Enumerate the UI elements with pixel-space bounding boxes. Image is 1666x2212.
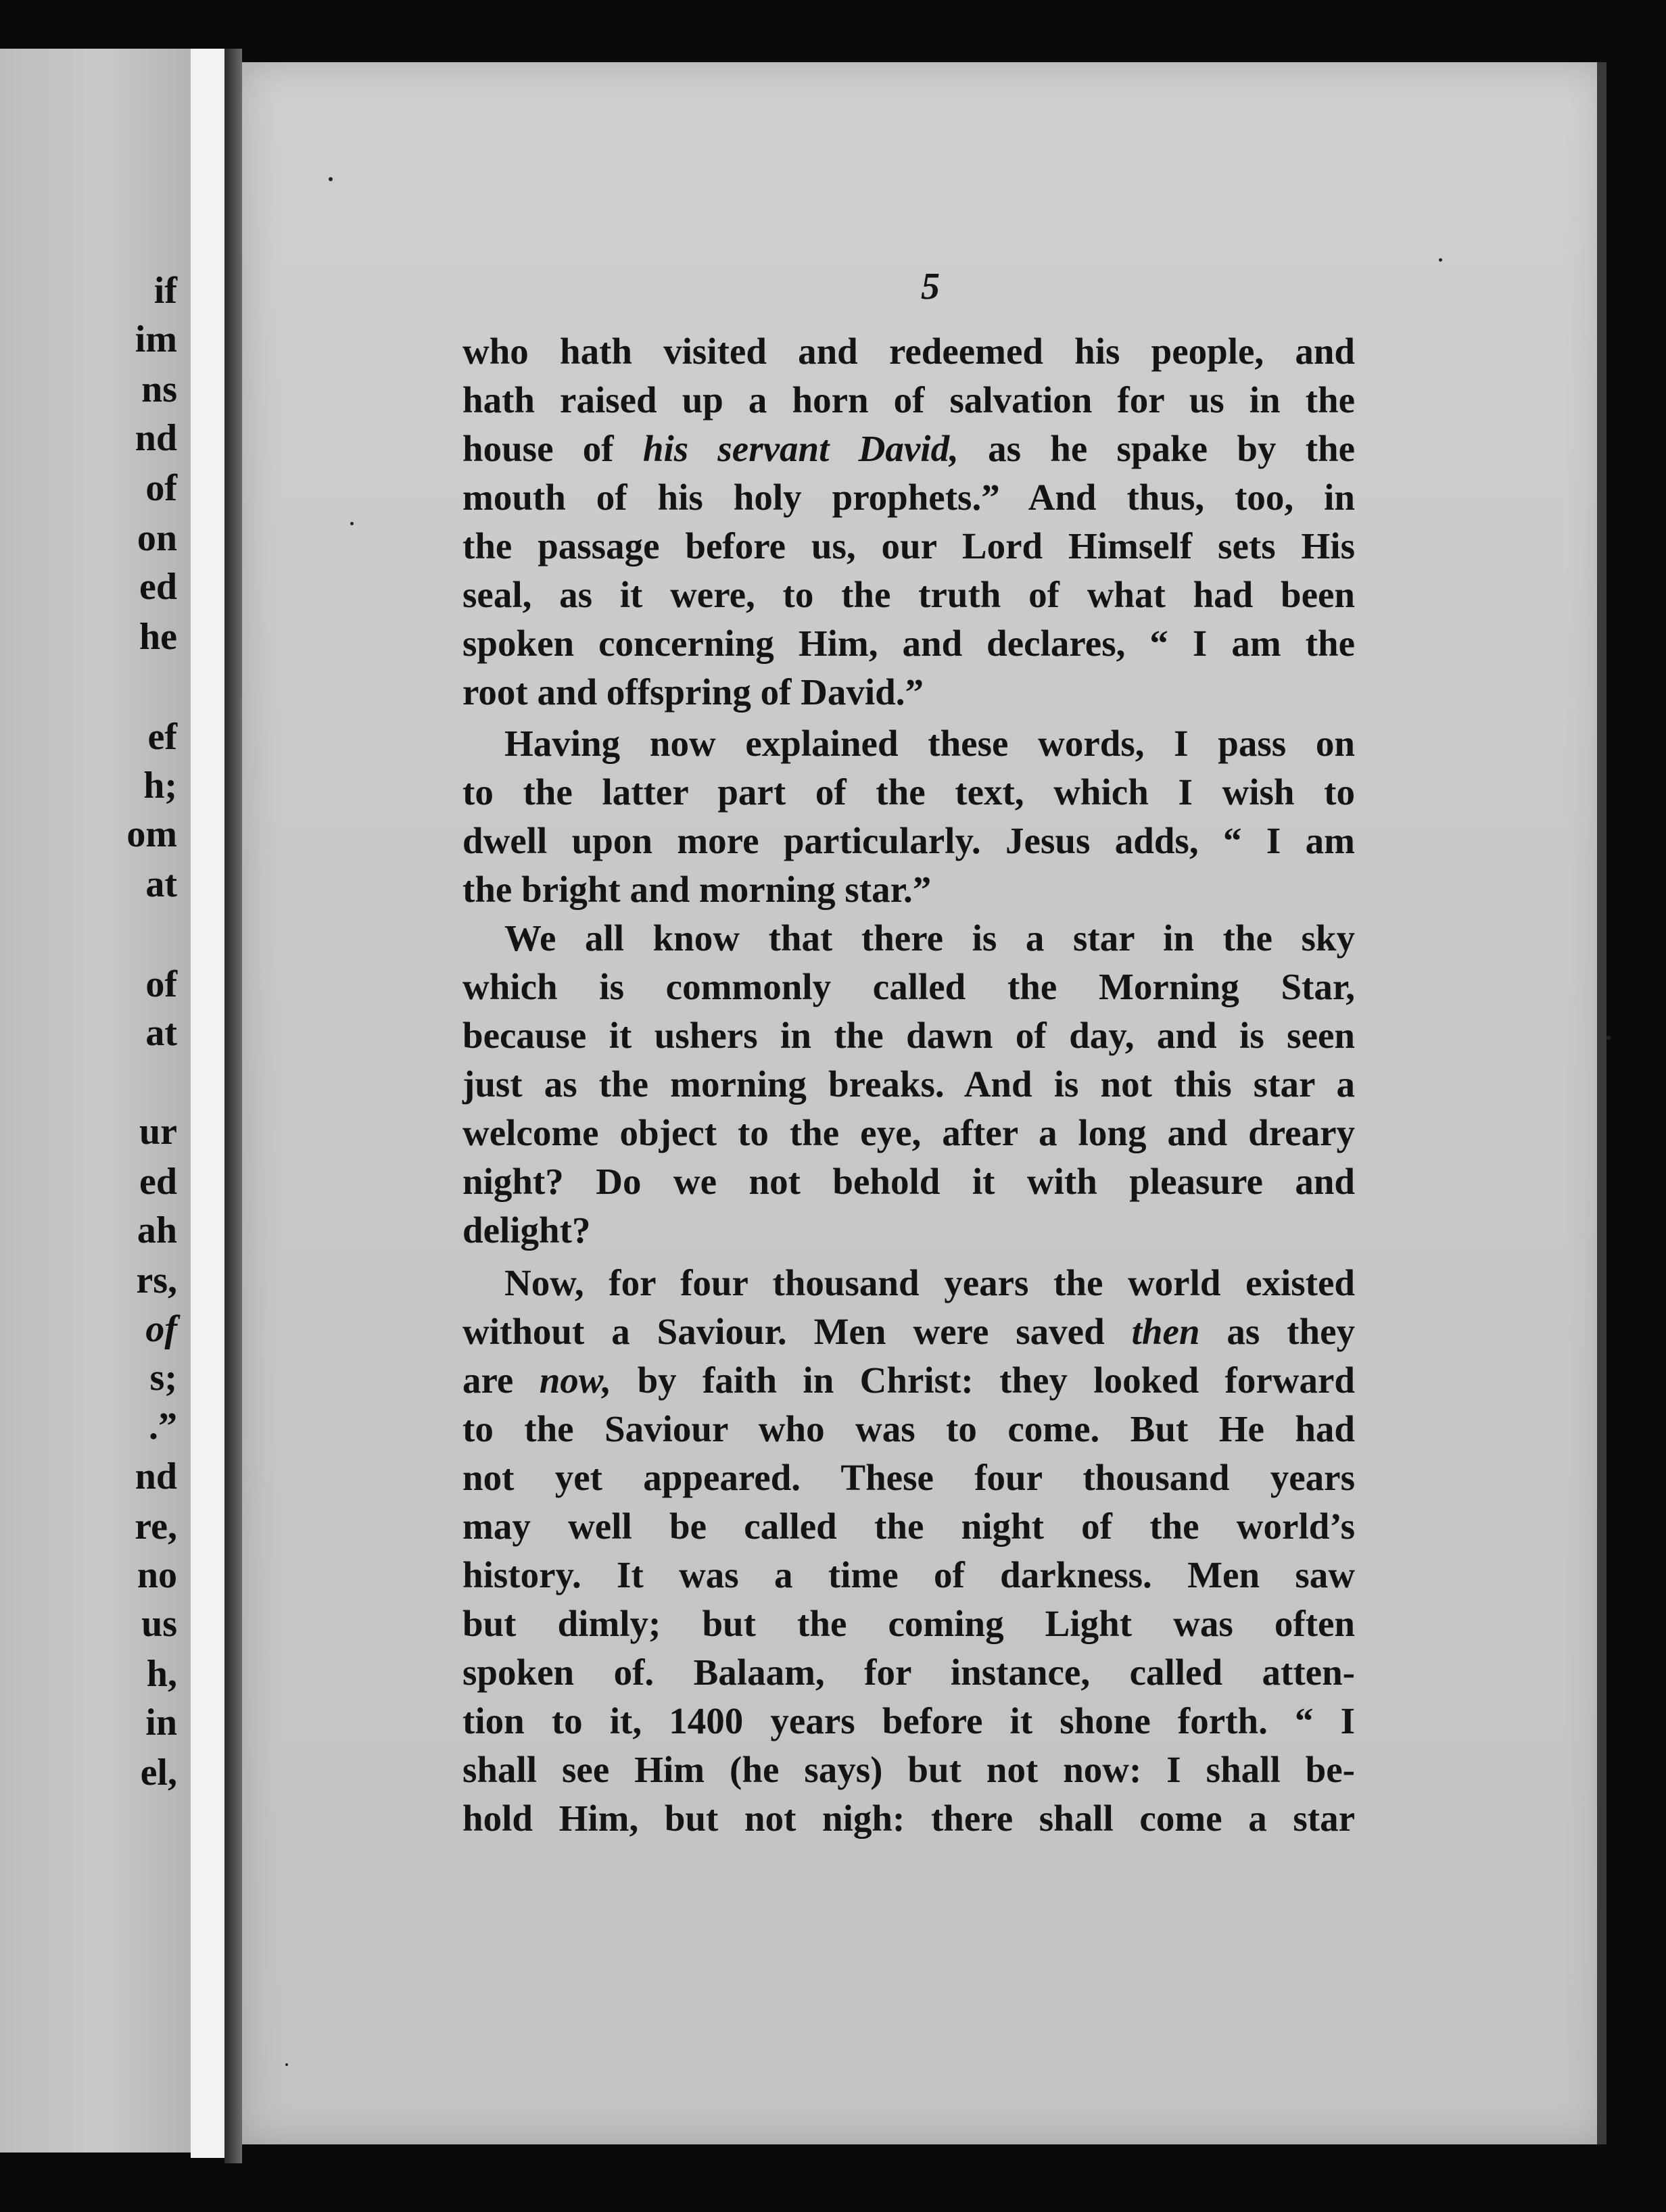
- dust-speck: [329, 177, 333, 181]
- page-number: 5: [921, 266, 940, 308]
- text-line: [462, 625, 1355, 662]
- facing-page-fragment: in: [145, 1702, 177, 1744]
- text-line: [462, 1800, 1355, 1837]
- facing-page-fragment: ed: [139, 1161, 177, 1203]
- text-line: [462, 1751, 1355, 1788]
- text-span: shall see Him (he says) but not now: I shall be-: [462, 1749, 1355, 1790]
- text-line: [462, 673, 1355, 711]
- text-span: spoken concerning Him, and declares, “ I am the: [462, 623, 1355, 664]
- text-span: without a Saviour. Men were saved: [462, 1311, 1132, 1352]
- italic-span: then: [1131, 1311, 1200, 1352]
- facing-page-fragment: on: [137, 517, 177, 559]
- facing-page-fragment: h,: [146, 1653, 177, 1695]
- text-line: [462, 1362, 1355, 1399]
- text-line: [462, 1508, 1355, 1545]
- dust-speck: [1606, 1036, 1611, 1040]
- text-line: [462, 968, 1355, 1005]
- facing-page-fragment: if: [153, 270, 177, 312]
- italic-span: his servant David,: [642, 428, 959, 469]
- facing-page-fragment: om: [126, 813, 177, 855]
- text-span: hath raised up a horn of salvation for us in the: [462, 379, 1355, 420]
- text-span: because it ushers in the dawn of day, and is seen: [462, 1015, 1355, 1056]
- facing-page-fragment: re,: [135, 1506, 177, 1547]
- dust-speck: [350, 522, 354, 525]
- text-line: [462, 871, 1355, 908]
- text-line: [462, 1459, 1355, 1496]
- text-span: to the latter part of the text, which I wish to: [462, 771, 1355, 813]
- italic-span: now,: [539, 1360, 612, 1401]
- text-span: spoken of. Balaam, for instance, called atten-: [462, 1652, 1355, 1693]
- text-span: Having now explained these words, I pass on: [504, 723, 1355, 764]
- text-line: [462, 725, 1355, 762]
- facing-page-fragment: im: [135, 318, 177, 360]
- text-span: not yet appeared. These four thousand years: [462, 1457, 1355, 1498]
- text-span: may well be called the night of the world’s: [462, 1506, 1355, 1547]
- text-line: [462, 1211, 1355, 1249]
- text-line: [462, 1605, 1355, 1642]
- dust-speck: [285, 2063, 288, 2066]
- text-span: Now, for four thousand years the world existed: [504, 1262, 1355, 1303]
- text-line: [462, 919, 1355, 957]
- facing-page-fragment: ed: [139, 566, 177, 608]
- text-span: the bright and morning star.”: [462, 869, 932, 910]
- text-line: [462, 525, 1355, 567]
- text-span: as he spake by the: [958, 428, 1355, 469]
- text-line: [462, 1654, 1355, 1691]
- text-line: [462, 381, 1355, 418]
- facing-page-fragment: of: [145, 467, 177, 509]
- text-span: are: [462, 1360, 540, 1401]
- text-span: mouth of his holy prophets.” And thus, too, in: [462, 477, 1355, 518]
- text-line: [462, 822, 1355, 859]
- page-right-edge: [1597, 62, 1606, 2144]
- text-span: We all know that there is a star in the sky: [504, 917, 1355, 959]
- book-spine-shadow: [224, 49, 242, 2163]
- facing-page-fragment: el,: [140, 1752, 177, 1794]
- text-line: [462, 430, 1355, 467]
- facing-page-fragment: nd: [135, 1456, 177, 1497]
- text-line: [462, 1264, 1355, 1301]
- text-span: delight?: [462, 1209, 591, 1251]
- facing-page-fragment: us: [141, 1603, 177, 1645]
- facing-page-fragment: s;: [149, 1357, 177, 1399]
- text-span: who hath visited and redeemed his people, and: [462, 331, 1355, 372]
- text-span: which is commonly called the Morning Star,: [462, 966, 1355, 1007]
- text-line: [462, 576, 1355, 613]
- text-line: [462, 773, 1355, 811]
- text-span: just as the morning breaks. And is not this star a: [462, 1063, 1355, 1105]
- text-line: [462, 1114, 1355, 1151]
- text-line: [462, 1313, 1355, 1350]
- text-line: [462, 479, 1355, 516]
- facing-page-fragment: of: [145, 963, 177, 1005]
- text-span: house of: [462, 428, 643, 469]
- text-span: the passage before us, our Lord Himself sets His: [462, 525, 1355, 567]
- facing-page-fragment: he: [139, 616, 177, 658]
- facing-page-fragment: at: [145, 863, 177, 905]
- text-line: [462, 1065, 1355, 1103]
- dust-speck: [1439, 258, 1442, 262]
- text-span: welcome object to the eye, after a long and dreary: [462, 1112, 1355, 1153]
- facing-page-edge: [0, 49, 191, 2153]
- facing-page-fragment: .”: [149, 1405, 177, 1447]
- text-span: hold Him, but not nigh: there shall come a star: [462, 1798, 1355, 1839]
- text-span: but dimly; but the coming Light was often: [462, 1603, 1355, 1644]
- text-line: [462, 1556, 1355, 1593]
- text-span: dwell upon more particularly. Jesus adds, “ I am: [462, 820, 1355, 861]
- text-span: to the Saviour who was to come. But He had: [462, 1408, 1355, 1449]
- facing-page-fragment: ns: [141, 368, 177, 410]
- facing-page-fragment: ef: [147, 716, 177, 758]
- book-page: [242, 62, 1606, 2144]
- text-span: history. It was a time of darkness. Men saw: [462, 1554, 1355, 1595]
- text-line: [462, 1410, 1355, 1447]
- text-span: as they: [1199, 1311, 1355, 1352]
- facing-page-fragment: rs,: [136, 1259, 177, 1301]
- facing-page-fragment: ur: [139, 1111, 177, 1153]
- text-span: night? Do we not behold it with pleasure and: [462, 1161, 1355, 1202]
- facing-page-fragment: ah: [137, 1209, 177, 1251]
- text-line: [462, 1163, 1355, 1200]
- text-span: tion to it, 1400 years before it shone forth. “ I: [462, 1700, 1355, 1741]
- text-line: [462, 1702, 1355, 1739]
- facing-page-fragment: nd: [135, 417, 177, 459]
- facing-page-fragment: at: [145, 1012, 177, 1054]
- facing-page-fragment: no: [137, 1554, 177, 1596]
- gutter-margin: [191, 49, 224, 2158]
- text-line: [462, 1017, 1355, 1054]
- text-line: [462, 333, 1355, 370]
- text-span: seal, as it were, to the truth of what had been: [462, 574, 1355, 615]
- text-span: by faith in Christ: they looked forward: [611, 1360, 1355, 1401]
- facing-page-fragment: h;: [143, 765, 177, 807]
- text-span: root and offspring of David.”: [462, 671, 924, 713]
- facing-page-fragment: of: [145, 1308, 177, 1350]
